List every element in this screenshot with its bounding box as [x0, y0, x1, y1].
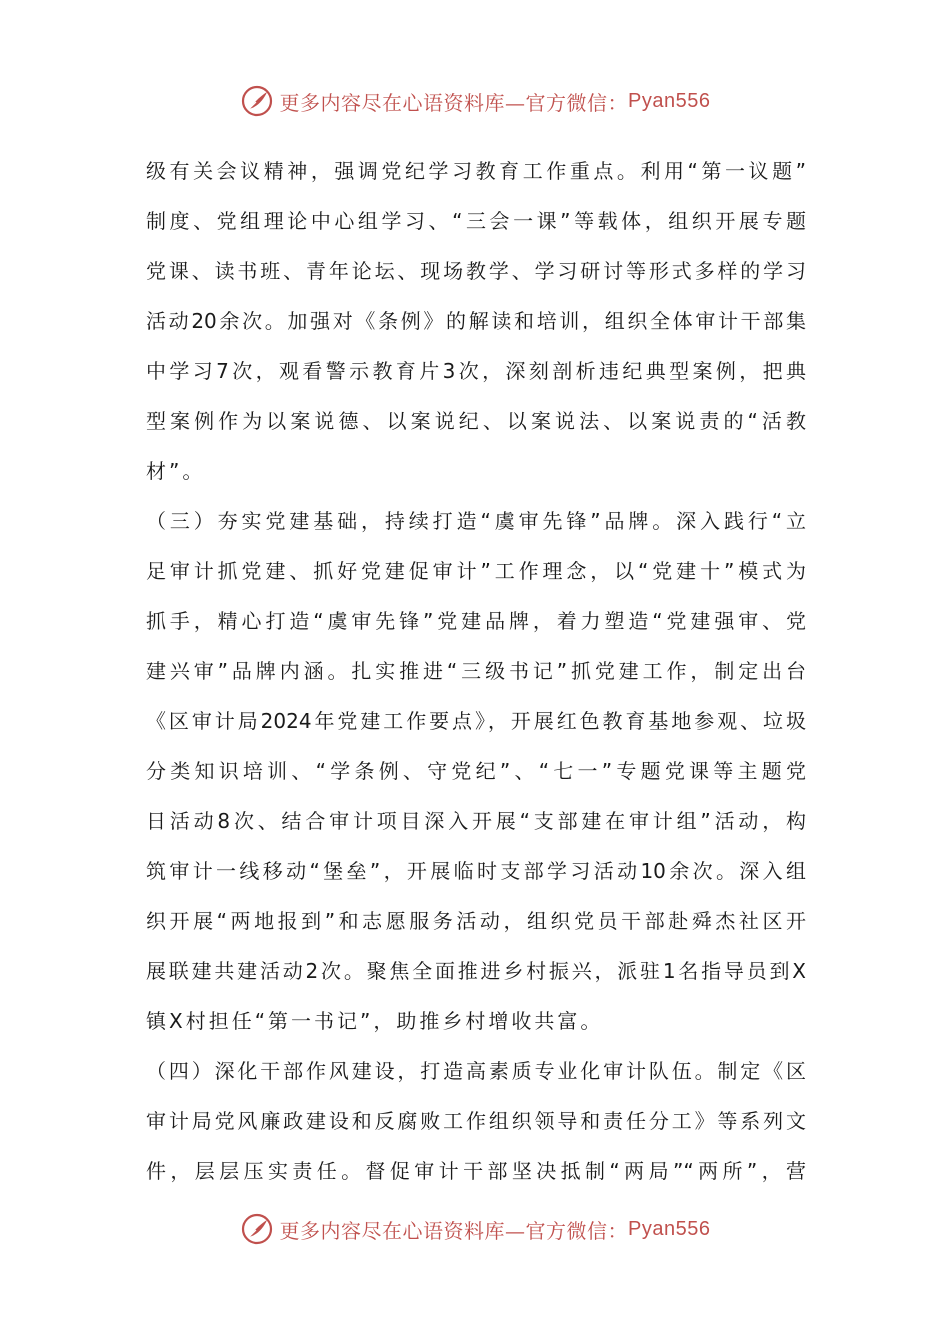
text-line: 活动20余次。加强对《条例》的解读和培训，组织全体审计干部集	[146, 309, 806, 333]
text-line: 《区审计局2024年党建工作要点》，开展红色教育基地参观、垃圾	[146, 709, 806, 733]
text-line: 筑审计一线移动“堡垒”，开展临时支部学习活动10余次。深入组	[146, 859, 806, 883]
watermark-text: 更多内容尽在心语资料库—官方微信：	[279, 90, 629, 115]
document-body	[146, 146, 806, 1196]
text-line: 型案例作为以案说德、以案说纪、以案说法、以案说责的“活教	[146, 409, 806, 433]
text-line: 足审计抓党建、抓好党建促审计”工作理念，以“党建十”模式为	[146, 559, 806, 583]
watermark-wechat-id: Pyan556	[628, 1217, 711, 1240]
text-line: （四）深化干部作风建设，打造高素质专业化审计队伍。制定《区	[146, 1059, 806, 1083]
text-line: 抓手，精心打造“虞审先锋”党建品牌，着力塑造“党建强审、党	[146, 609, 806, 633]
quill-logo-icon	[240, 84, 274, 118]
text-line: 件，层层压实责任。督促审计干部坚决抵制“两局”“两所”，营	[146, 1159, 806, 1183]
text-line: 级有关会议精神，强调党纪学习教育工作重点。利用“第一议题”	[146, 159, 806, 183]
footer-watermark	[0, 1212, 950, 1246]
watermark-wechat-id: Pyan556	[628, 89, 711, 112]
text-line: 材”。	[146, 459, 206, 483]
text-line: 制度、党组理论中心组学习、“三会一课”等载体，组织开展专题	[146, 209, 806, 233]
text-line: 建兴审”品牌内涵。扎实推进“三级书记”抓党建工作，制定出台	[146, 659, 806, 683]
text-line: 分类知识培训、“学条例、守党纪”、“七一”专题党课等主题党	[146, 759, 806, 783]
text-line: 镇X村担任“第一书记”，助推乡村增收共富。	[146, 1009, 604, 1033]
watermark-text: 更多内容尽在心语资料库—官方微信：	[279, 1218, 629, 1243]
text-line: 织开展“两地报到”和志愿服务活动，组织党员干部赴舜杰社区开	[146, 909, 806, 933]
text-line: 日活动8次、结合审计项目深入开展“支部建在审计组”活动，构	[146, 809, 806, 833]
text-line: （三）夯实党建基础，持续打造“虞审先锋”品牌。深入践行“立	[146, 509, 806, 533]
quill-logo-icon	[240, 1212, 274, 1246]
text-line: 展联建共建活动2次。聚焦全面推进乡村振兴，派驻1名指导员到X	[146, 959, 806, 983]
text-line: 党课、读书班、青年论坛、现场教学、学习研讨等形式多样的学习	[146, 259, 806, 283]
text-line: 中学习7次，观看警示教育片3次，深刻剖析违纪典型案例，把典	[146, 359, 806, 383]
header-watermark	[0, 84, 950, 118]
text-line: 审计局党风廉政建设和反腐败工作组织领导和责任分工》等系列文	[146, 1109, 806, 1133]
